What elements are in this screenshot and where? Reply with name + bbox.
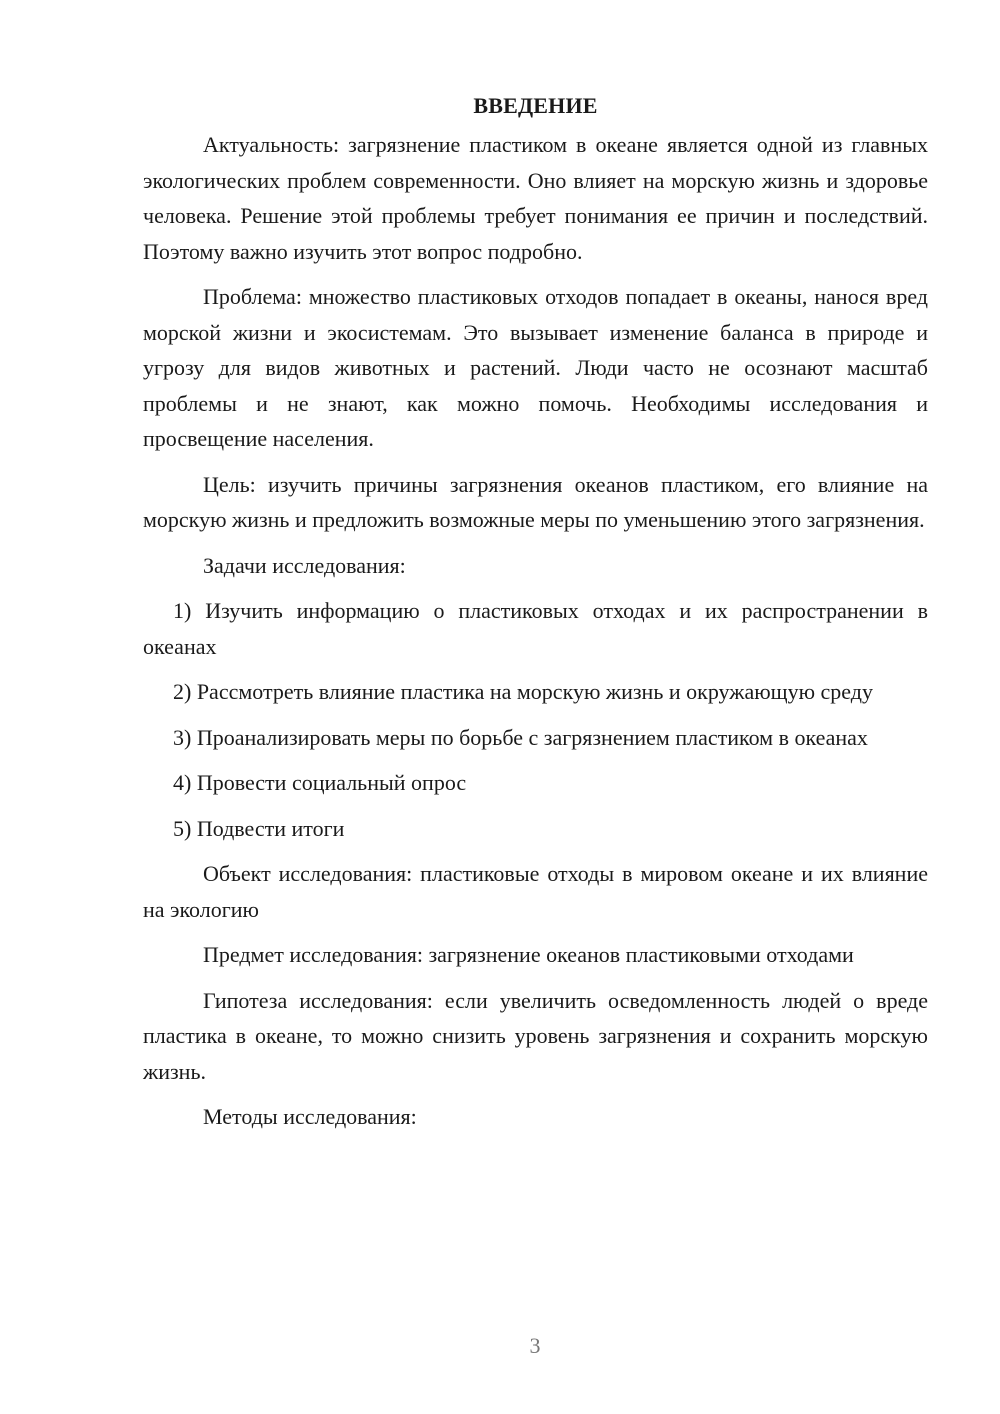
subject-paragraph: Предмет исследования: загрязнение океанов пластиковыми отходами <box>203 942 854 967</box>
problem-paragraph: Проблема: множество пластиковых отходов попадает в океаны, нанося вред морской жизни и экосистемам. Это вызывает изменение баланса в природе и угрозу для видов животных и растений. Люди часто не осознают масштаб проблемы и не знают, как можно помочь. Необходимы исследования и просвещение населения. <box>143 284 928 451</box>
task-item: 4) Провести социальный опрос <box>173 770 467 795</box>
page-number: 3 <box>529 1333 541 1358</box>
task-item: 2) Рассмотреть влияние пластика на морскую жизнь и окружающую среду <box>173 679 873 704</box>
task-item: 5) Подвести итоги <box>173 815 345 841</box>
page-content <box>143 90 928 1145</box>
hypothesis-paragraph: Гипотеза исследования: если увеличить осведомленность людей о вреде пластика в океане, то можно снизить уровень загрязнения и сохранить морскую жизнь. <box>143 987 928 1084</box>
methods-heading: Методы исследования: <box>203 1104 417 1129</box>
relevance-paragraph: Актуальность: загрязнение пластиком в океане является одной из главных экологических проблем современности. Оно влияет на морскую жизнь и здоровье человека. Решение этой проблемы требует понимания ее причин и последствий. Поэтому важно изучить этот вопрос подробно. <box>143 132 928 264</box>
goal-paragraph: Цель: изучить причины загрязнения океанов пластиком, его влияние на морскую жизнь и предложить возможные меры по уменьшению этого загрязнения. <box>143 471 928 532</box>
page-title: ВВЕДЕНИЕ <box>473 93 598 118</box>
task-item: 1) Изучить информацию о пластиковых отходах и их распространении в океанах <box>143 598 928 659</box>
object-paragraph: Объект исследования: пластиковые отходы в мировом океане и их влияние на экологию <box>143 861 928 922</box>
task-item: 3) Проанализировать меры по борьбе с загрязнением пластиком в океанах <box>173 724 868 750</box>
tasks-heading: Задачи исследования: <box>203 552 406 578</box>
